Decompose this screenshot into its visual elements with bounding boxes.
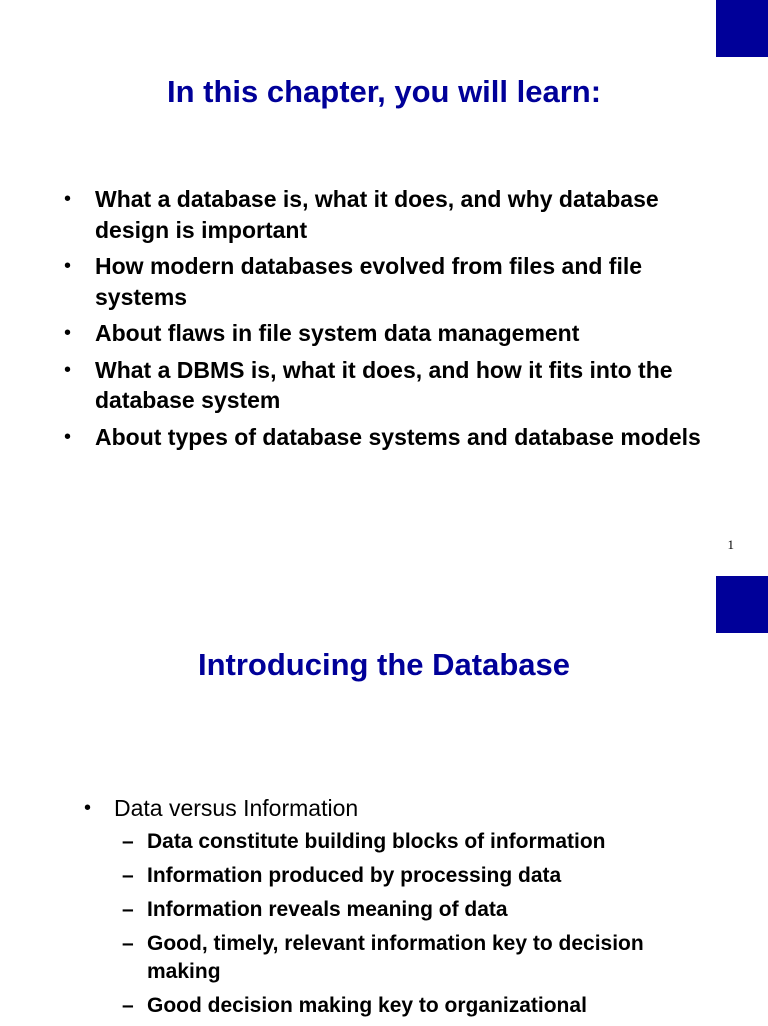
sub-bullet-text: Information reveals meaning of data xyxy=(147,898,508,921)
sub-bullet-text: Good decision making key to organizational xyxy=(147,994,587,1017)
bullet-icon: • xyxy=(84,797,92,819)
bullet-item xyxy=(64,184,724,245)
sub-bullet-text: Data constitute building blocks of information xyxy=(147,830,606,853)
bullet-text: How modern databases evolved from files and file systems xyxy=(95,253,643,310)
dash-icon: – xyxy=(122,932,134,955)
sub-bullet-item xyxy=(122,992,722,1020)
sub-bullet-item xyxy=(122,828,722,856)
bullet-item xyxy=(64,251,724,312)
bullet-item xyxy=(64,318,724,349)
sub-bullet-item xyxy=(122,896,722,924)
bullet-item xyxy=(64,355,724,416)
sub-bullet-text: Good, timely, relevant information key to decision making xyxy=(147,932,644,983)
bullet-text: What a database is, what it does, and why database design is important xyxy=(95,186,659,243)
bullet-list xyxy=(84,793,724,827)
corner-accent-block xyxy=(716,0,768,57)
slide-2 xyxy=(0,576,768,1024)
slide-title: Introducing the Database xyxy=(197,647,571,682)
sub-bullet-item xyxy=(122,862,722,890)
bullet-item xyxy=(64,422,724,453)
bullet-icon: • xyxy=(64,358,72,381)
dash-icon: – xyxy=(122,864,134,887)
sub-bullet-text: Information produced by processing data xyxy=(147,864,562,887)
sub-bullet-list xyxy=(122,828,722,1026)
corner-accent-block xyxy=(716,576,768,633)
bullet-icon: • xyxy=(64,188,72,210)
bullet-text: About flaws in file system data management xyxy=(95,320,580,346)
bullet-list xyxy=(64,184,724,458)
slide-title: In this chapter, you will learn: xyxy=(166,74,602,109)
sub-bullet-item xyxy=(122,930,722,986)
bullet-icon: • xyxy=(64,322,72,344)
page-number: 1 xyxy=(727,537,734,552)
dash-icon: – xyxy=(122,994,134,1017)
dash-icon: – xyxy=(122,898,134,921)
bullet-item xyxy=(84,793,724,823)
bullet-icon: • xyxy=(64,255,72,277)
bullet-text: What a DBMS is, what it does, and how it fits into the database system xyxy=(95,356,673,413)
bullet-icon: • xyxy=(64,425,72,448)
dash-icon: – xyxy=(122,830,134,853)
bullet-text: Data versus Information xyxy=(114,795,359,821)
bullet-text: About types of database systems and database models xyxy=(95,423,701,450)
